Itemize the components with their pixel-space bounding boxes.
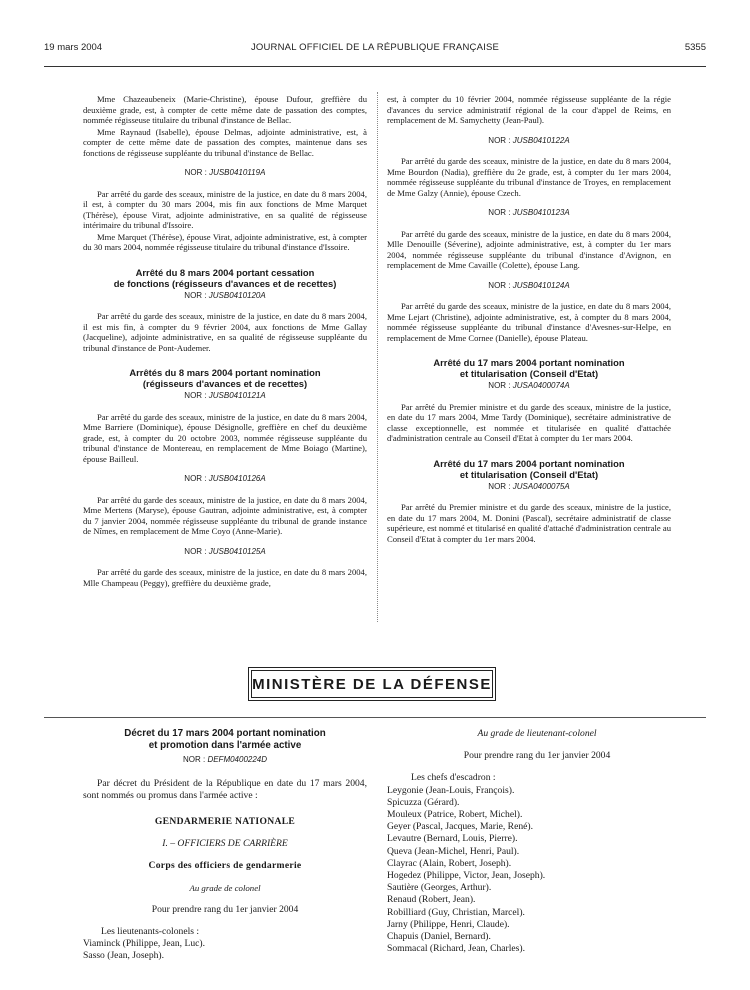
nor-code: JUSB0410121A (208, 391, 266, 400)
column-right-bottom (387, 728, 687, 955)
header-rule (44, 66, 706, 67)
paragraph: est, à compter du 10 février 2004, nommée régisseuse suppléante de la régie d'avances du service administratif régional de la cour d'appel de Reims, en remplacement de M. Samychetty (Jean-Paul). (387, 94, 671, 125)
nor-reference (83, 754, 367, 766)
paragraph: Par arrêté du garde des sceaux, ministre de la justice, en date du 8 mars 2004, Mme Barriere (Dominique), épouse Désignolle, greffière en chef du deuxième grade, est, à compter du 20 octobre 2003, nommée régisseuse suppléante du tribunal d'instance de Montereau, en remplacement de Mme Boiago (Martine), épouse Bailleul. (83, 411, 367, 464)
name-list (83, 938, 367, 962)
name-list (387, 785, 687, 956)
nor-code: JUSA0400074A (512, 381, 570, 390)
paragraph: Mme Marquet (Thérèse), épouse Virat, adjointe administrative, est, à compter du 30 mars 2004, nommée régisseuse titulaire du tribunal d'instance d'Issoire. (83, 231, 367, 252)
nor-reference (387, 482, 671, 493)
decree-title-line: Arrêté du 8 mars 2004 portant cessation (135, 266, 315, 278)
decree-title (387, 458, 671, 480)
nor-label: NOR : (184, 391, 207, 400)
list-item: Sautière (Georges, Arthur). (387, 882, 492, 894)
header-journal-title: JOURNAL OFFICIEL DE LA RÉPUBLIQUE FRANÇAISE (250, 42, 500, 53)
nor-reference (83, 474, 367, 485)
paragraph: Par arrêté du Premier ministre et du garde des sceaux, ministre de la justice, en date du 17 mars 2004, Mme Tardy (Dominique), secrétaire administrative de classe exceptionnelle, est nommée et titularisée en qualité d'attachée d'administration centrale au Conseil d'Etat à compter du 1er mars 2004. (387, 401, 671, 443)
grade-heading: Au grade de colonel (189, 883, 261, 893)
decree-title (83, 728, 367, 751)
paragraph: Par décret du Président de la République en date du 17 mars 2004, sont nommés ou promus dans l'armée active : (83, 778, 367, 801)
nor-label: NOR : (184, 290, 207, 300)
list-item: Queva (Jean-Michel, Henri, Paul). (387, 845, 520, 857)
paragraph: Par arrêté du garde des sceaux, ministre de la justice, en date du 8 mars 2004, Mlle Champeau (Peggy), greffière du deuxième grade, (83, 567, 367, 588)
paragraph: Mme Chazeaubeneix (Marie-Christine), épouse Dufour, greffière du deuxième grade, est, à compter de cette même date de passation des comptes, nommée régisseuse titulaire du tribunal d'instance de Bellac. (83, 94, 367, 125)
decree-title-line: et titularisation (Conseil d'Etat) (459, 368, 599, 379)
nor-code: JUSB0410125A (208, 546, 266, 556)
subsection-heading: I. – OFFICIERS DE CARRIÈRE (162, 838, 288, 849)
nor-label: NOR : (488, 381, 511, 390)
paragraph: Par arrêté du garde des sceaux, ministre de la justice, en date du 8 mars 2004, Mme Bourdon (Nadia), greffière du 2e grade, est, à compter du 1er mars 2004, nommée régisseuse suppléante du tribunal d'instance de Troyes, en remplacement de Mme Galzy (Annie), épouse Czech. (387, 156, 671, 198)
column-left-top (83, 94, 367, 589)
decree-title (387, 357, 671, 379)
decree-title-line: Arrêté du 17 mars 2004 portant nomination (433, 457, 625, 469)
column-separator (377, 92, 378, 622)
page-header (44, 42, 706, 58)
list-item: Clayrac (Alain, Robert, Joseph). (387, 857, 512, 869)
nor-code: JUSB0410126A (208, 474, 266, 483)
section-rule (44, 717, 706, 718)
decree-title-line: et titularisation (Conseil d'Etat) (459, 468, 599, 480)
list-item: Jarny (Philippe, Henri, Claude). (387, 918, 510, 930)
column-left-bottom (83, 728, 367, 962)
paragraph: Par arrêté du Premier ministre et du garde des sceaux, ministre de la justice, en date du 17 mars 2004, M. Donini (Pascal), secrétaire administratif de classe supérieure, est nommé et titularisé en qualité d'attaché d'administration centrale au Conseil d'Etat à compter du 1er mars 2004. (387, 502, 671, 544)
column-right-top (387, 94, 671, 545)
list-item: Sasso (Jean, Joseph). (83, 950, 165, 961)
nor-label: NOR : (488, 208, 511, 217)
nor-code: JUSB0410120A (208, 290, 266, 300)
list-item: Spicuzza (Gérard). (387, 796, 460, 808)
list-item: Chapuis (Daniel, Bernard). (387, 931, 491, 943)
list-item: Hogedez (Philippe, Victor, Jean, Joseph). (387, 870, 546, 882)
nor-reference (83, 391, 367, 402)
nor-label: NOR : (488, 135, 511, 145)
list-item: Mouleux (Patrice, Robert, Michel). (387, 809, 523, 821)
section-heading: GENDARMERIE NATIONALE (154, 816, 296, 827)
nor-reference (387, 381, 671, 392)
grade-heading: Au grade de lieutenant-colonel (477, 728, 597, 739)
nor-label: NOR : (182, 755, 206, 764)
paragraph: Par arrêté du garde des sceaux, ministre de la justice, en date du 8 mars 2004, il est, à compter du 30 mars 2004, mis fin aux fonctions de Mme Marquet (Thérèse), épouse Virat, adjointe administrative, en sa qualité de régisseuse intérimaire du tribunal d'Issoire. (83, 188, 367, 230)
list-item: Leygonie (Jean-Louis, François). (387, 784, 515, 796)
nor-reference (387, 281, 671, 292)
decree-title-line: (régisseurs d'avances et de recettes) (142, 378, 308, 389)
list-item: Viaminck (Philippe, Jean, Luc). (83, 938, 205, 949)
decree-title-line: Décret du 17 mars 2004 portant nomination (124, 728, 326, 739)
nor-code: JUSB0410119A (209, 168, 266, 177)
nor-code: DEFM0400224D (207, 755, 268, 764)
rank-group-label: Les chefs d'escadron : (411, 772, 496, 784)
decree-title-line: Arrêtés du 8 mars 2004 portant nomination (129, 367, 321, 378)
decree-title-line: et promotion dans l'armée active (148, 739, 302, 751)
corps-heading: Corps des officiers de gendarmerie (148, 860, 302, 871)
paragraph: Par arrêté du garde des sceaux, ministre de la justice, en date du 8 mars 2004, il est mis fin, à compter du 9 février 2004, aux fonctions de Mme Gallay (Jacqueline), adjointe administrative, en sa qualité de régisseuse suppléante du tribunal d'instance de Pont-Audemer. (83, 311, 367, 353)
nor-reference (387, 208, 671, 219)
rank-date: Pour prendre rang du 1er janvier 2004 (151, 904, 299, 915)
nor-label: NOR : (488, 481, 511, 491)
list-item: Levautre (Bernard, Louis, Pierre). (387, 833, 518, 845)
nor-reference (83, 168, 367, 179)
nor-code: JUSB0410124A (512, 280, 570, 290)
nor-code: JUSA0400075A (512, 481, 570, 491)
nor-label: NOR : (488, 280, 511, 290)
list-item: Sommacal (Richard, Jean, Charles). (387, 943, 525, 955)
list-item: Geyer (Pascal, Jacques, Marie, René). (387, 821, 533, 833)
list-item: Robilliard (Guy, Christian, Marcel). (387, 906, 525, 918)
decree-title (83, 267, 367, 289)
list-item: Renaud (Robert, Jean). (387, 894, 476, 906)
rank-date: Pour prendre rang du 1er janvier 2004 (463, 750, 611, 762)
ministry-title: MINISTÈRE DE LA DÉFENSE (251, 670, 493, 698)
nor-code: JUSB0410123A (512, 208, 570, 217)
decree-title-line: Arrêté du 17 mars 2004 portant nomination (433, 357, 625, 368)
nor-label: NOR : (184, 546, 207, 556)
nor-code: JUSB0410122A (512, 135, 570, 145)
nor-reference (83, 291, 367, 302)
decree-title-line: de fonctions (régisseurs d'avances et de recettes) (113, 277, 337, 289)
decree-title (83, 367, 367, 389)
paragraph: Par arrêté du garde des sceaux, ministre de la justice, en date du 8 mars 2004, Mlle Denouille (Séverine), adjointe administrative, est, à compter du 1er mars 2004, nommée régisseuse suppléante du tribunal d'instance d'Avignon, en remplacement de Mme Cavaille (Colette), épouse Lang. (387, 228, 671, 270)
rank-group-label: Les lieutenants-colonels : (101, 926, 200, 937)
nor-label: NOR : (184, 168, 207, 177)
paragraph: Par arrêté du garde des sceaux, ministre de la justice, en date du 8 mars 2004, Mme Mertens (Maryse), épouse Gautran, adjointe administrative, est, à compter du 7 janvier 2004, nommée régisseuse suppléante du tribunal de grande instance de Nîmes, en remplacement de Mme Coyo (Anne-Marie). (83, 494, 367, 536)
header-date: 19 mars 2004 (44, 42, 103, 53)
paragraph: Par arrêté du garde des sceaux, ministre de la justice, en date du 8 mars 2004, Mme Lejart (Christine), adjointe administrative, est, à compter du 8 mars 2004, nommée régisseuse suppléante du tribunal d'instance d'Avesnes-sur-Helpe, en remplacement de Mme Cornee (Danielle), épouse Plateau. (387, 301, 671, 343)
nor-reference (83, 547, 367, 558)
ministry-banner (248, 667, 496, 701)
header-page-number: 5355 (684, 42, 706, 53)
nor-reference (387, 136, 671, 147)
paragraph: Mme Raynaud (Isabelle), épouse Delmas, adjointe administrative, est, à compter de cette même date de passation des comptes, maintenue dans ses fonctions de régisseuse suppléante du tribunal d'instance de Bellac. (83, 126, 367, 158)
nor-label: NOR : (184, 474, 207, 483)
